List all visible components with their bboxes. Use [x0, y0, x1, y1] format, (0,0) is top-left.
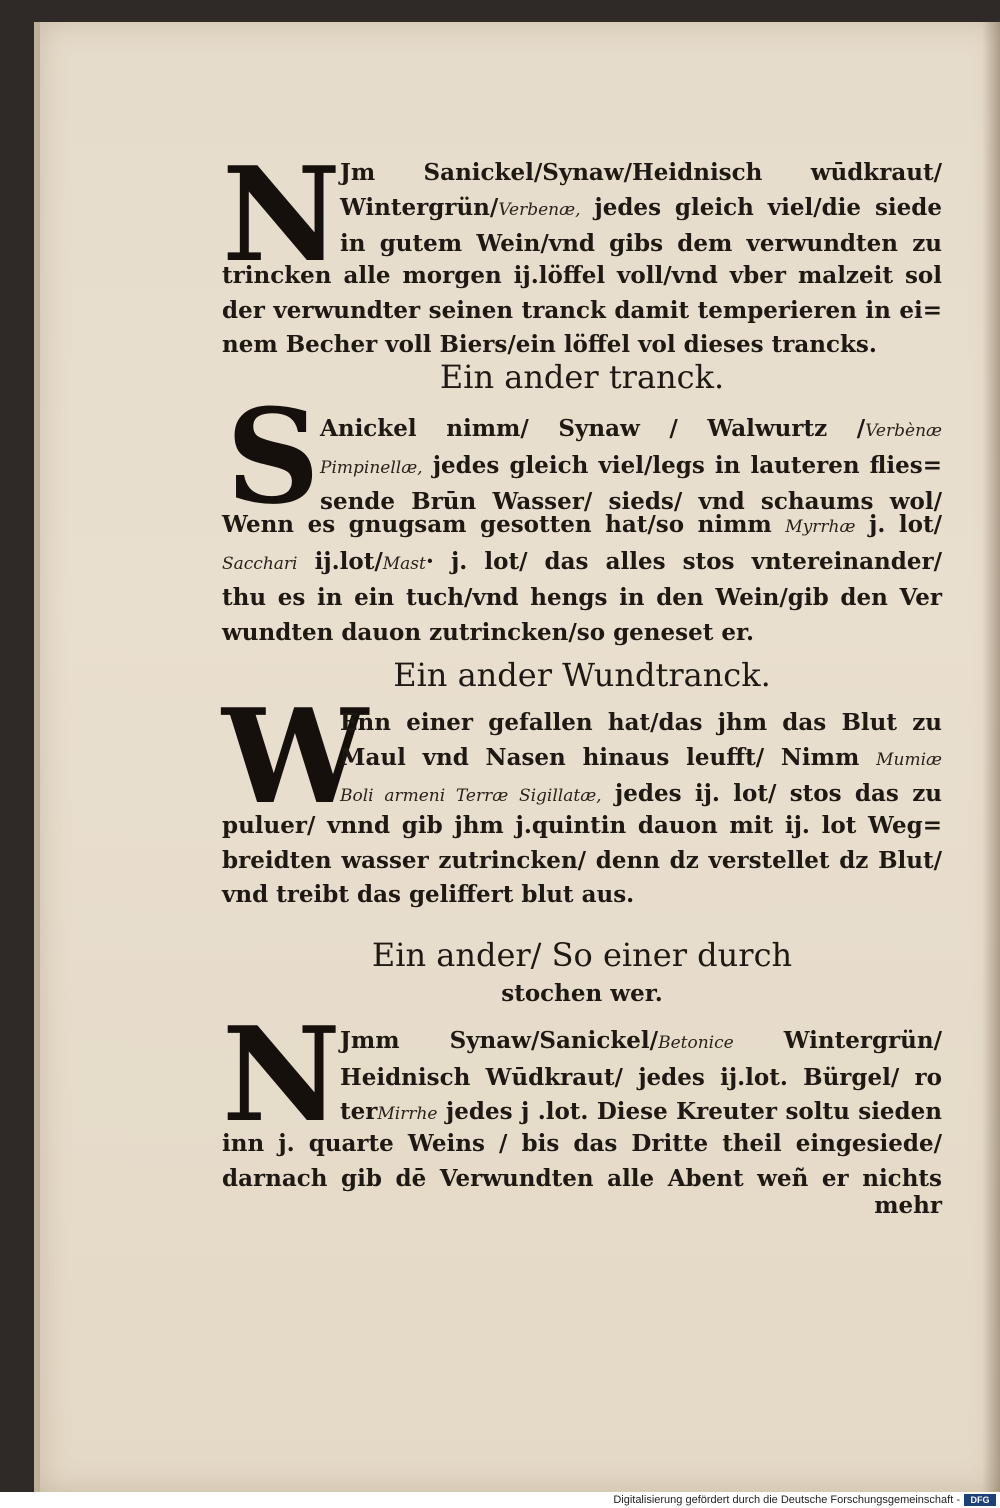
text-line: Boli armeni Terræ Sigillatæ, jedes ij. lot/ stos das zu [340, 780, 942, 807]
text-line: wundten dauon zutrincken/so geneset er. [222, 618, 754, 646]
catchword: mehr [874, 1192, 942, 1219]
text-line: trincken alle morgen ij.löffel voll/vnd vber malzeit sol [222, 262, 942, 289]
paragraph-1 [340, 156, 942, 262]
paragraph-2-continued [222, 508, 942, 650]
initial-capital-n: N [222, 998, 341, 1151]
paragraph-3-continued [222, 809, 942, 913]
initial-capital-n: N [222, 138, 341, 291]
page-gutter [982, 22, 1000, 1492]
text-line: puluer/ vnnd gib jhm j.quintin dauon mit ij. lot Weg= [222, 812, 942, 839]
paragraph-4-continued [222, 1127, 942, 1196]
paragraph-2 [320, 412, 942, 520]
footer-credit-text: Digitalisierung gefördert durch die Deutsche Forschungsgemeinschaft - [613, 1494, 960, 1506]
section-heading: Ein ander tranck. [439, 358, 725, 396]
text-line: nem Becher voll Biers/ein löffel vol dieses trancks. [222, 331, 877, 358]
text-line: darnach gib dē Verwundten alle Abent weñ er nichts [222, 1164, 942, 1192]
section-heading: Ein ander/ So einer durch [371, 936, 793, 974]
text-line: Jm Sanickel/Synaw/Heidnisch wūdkraut/ [340, 159, 942, 186]
section-heading-continued: stochen wer. [501, 980, 663, 1007]
paragraph-4 [340, 1024, 942, 1132]
initial-capital-s: S [226, 380, 320, 533]
text-line: terMirrhe jedes j .lot. Diese Kreuter soltu sieden [340, 1098, 942, 1125]
text-line: inn j. quarte Weins / bis das Dritte theil eingesiede/ [222, 1130, 942, 1157]
section-heading: Ein ander Wundtranck. [393, 656, 771, 694]
text-line: in gutem Wein/vnd gibs dem verwundten zu [340, 230, 942, 257]
text-line: Anickel nimm/ Synaw / Walwurtz /Verbènæ [320, 415, 942, 442]
text-line: Maul vnd Nasen hinaus leufft/ Nimm Mumiæ [340, 743, 942, 771]
text-line: sende Brūn Wasser/ sieds/ vnd schaums wol/ [320, 488, 942, 515]
paragraph-3 [340, 706, 942, 814]
text-line: Wintergrün/Verbenæ, jedes gleich viel/die siede [340, 193, 942, 221]
text-line: Jmm Synaw/Sanickel/Betonice Wintergrün/ [340, 1027, 943, 1054]
text-line: der verwundter seinen tranck damit temperieren in ei= [222, 296, 942, 324]
text-line: Sacchari ij.lot/Mast· j. lot/ das alles stos vntereinander/ [222, 547, 942, 575]
text-line: Pimpinellæ, jedes gleich viel/legs in lauteren flies= [320, 451, 942, 479]
text-line: Wenn es gnugsam gesotten hat/so nimm Myrrhæ j. lot/ [222, 511, 942, 538]
text-line: breidten wasser zutrincken/ denn dz verstellet dz Blut/ [222, 846, 942, 874]
dfg-logo: DFG [964, 1494, 996, 1506]
initial-capital-w: W [222, 680, 368, 833]
paragraph-1-continued [222, 259, 942, 363]
text-line: Enn einer gefallen hat/das jhm das Blut zu [340, 709, 942, 736]
text-line: thu es in ein tuch/vnd hengs in den Wein/gib den Ver [222, 584, 942, 611]
footer-bar [0, 1492, 1000, 1508]
text-line: vnd treibt das geliffert blut aus. [222, 881, 635, 908]
text-line: Heidnisch Wūdkraut/ jedes ij.lot. Bürgel/ ro [340, 1063, 942, 1091]
